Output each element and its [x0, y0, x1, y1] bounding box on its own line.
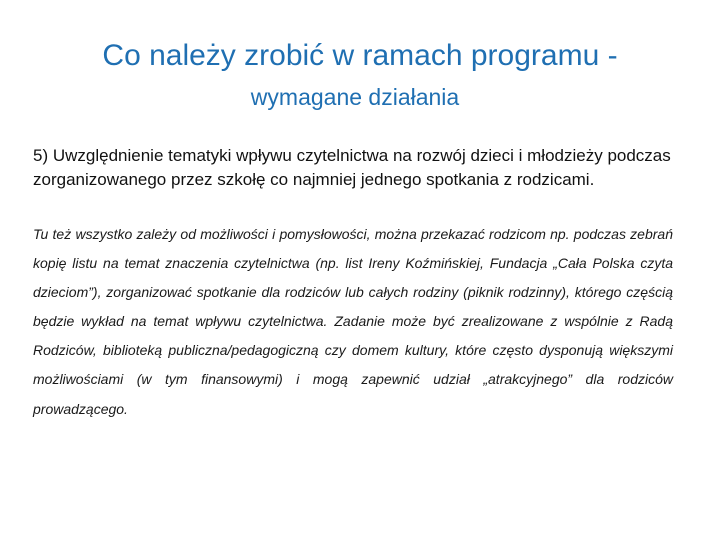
requirement-description: Tu też wszystko zależy od możliwości i pomysłowości, można przekazać rodzicom np. podczas zebrań kopię listu na temat znaczenia czytelnictwa (np. list Ireny Koźmińskiej, Fundacja „Cała Polska czyta dzieciom”), zorganizować spotkanie dla rodziców lub całych rodziny (piknik rodzinny), którego częścią będzie wykład na temat wpływu czytelnictwa. Zadanie może być zrealizowane z wspólnie z Radą Rodziców, biblioteką publiczna/pedagogiczną czy domem kultury, które często dysponują większymi możliwościami (w tym finansowymi) i mogą zapewnić udział „atrakcyjnego” dla rodziców prowadzącego. — [33, 226, 673, 417]
requirement-point: 5) Uwzględnienie tematyki wpływu czytelnictwa na rozwój dzieci i młodzieży podczas zorganizowanego przez szkołę co najmniej jednego spotkania z rodzicami. — [33, 146, 671, 189]
slide-subtitle: wymagane działania — [250, 84, 460, 110]
slide-title: Co należy zrobić w ramach programu - — [102, 39, 618, 72]
